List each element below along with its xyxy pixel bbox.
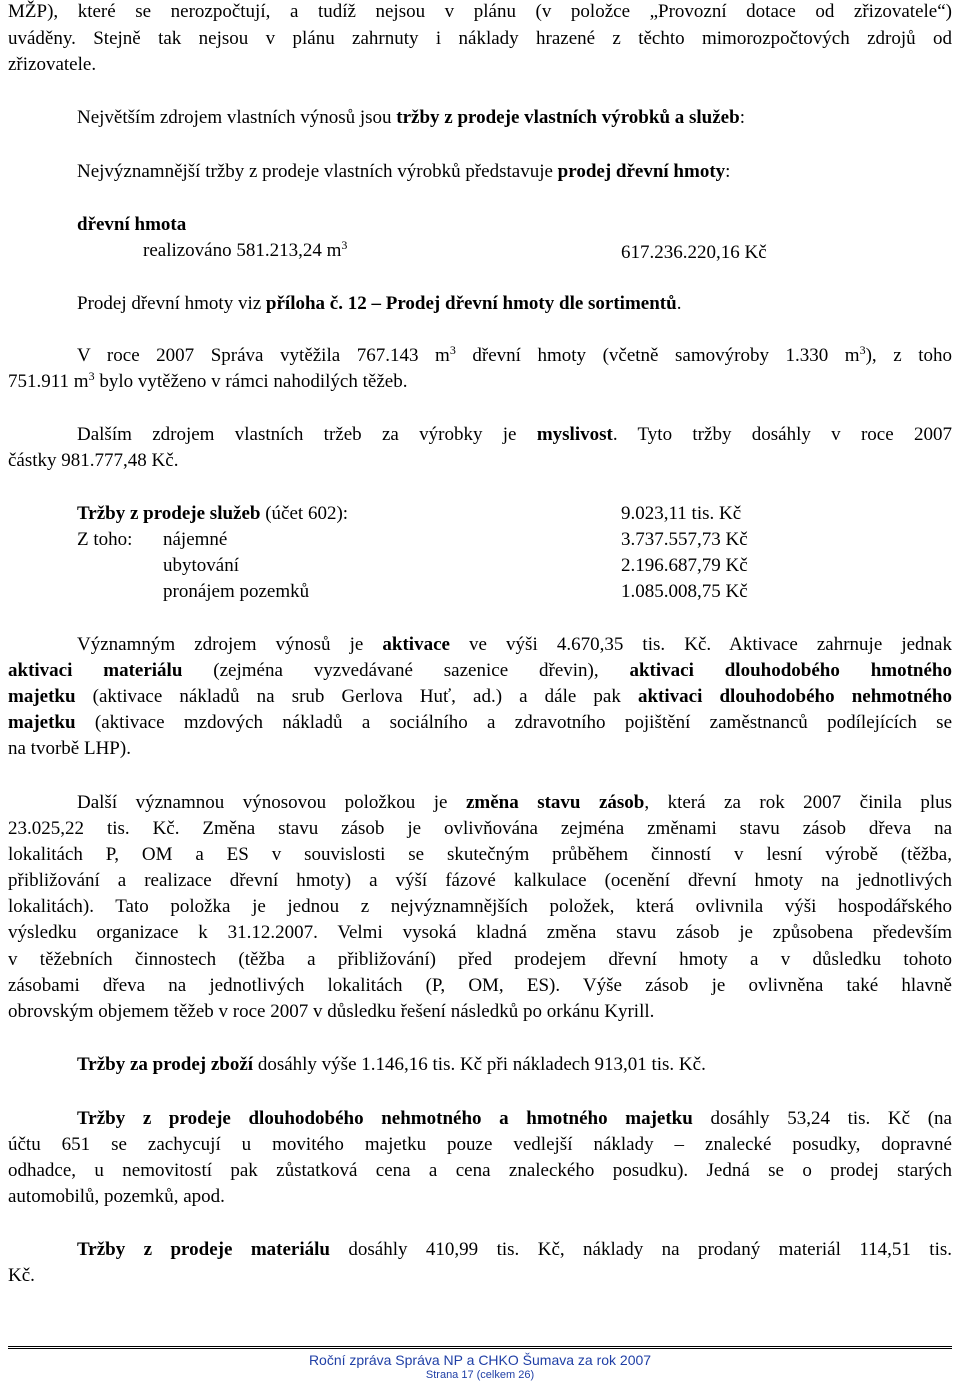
timber-amount: 617.236.220,16 Kč	[621, 242, 767, 263]
footer-title: Roční zpráva Správa NP a CHKO Šumava za rok 2007	[308, 1352, 652, 1368]
intro-line-3: zřizovatele.	[8, 54, 97, 75]
hunting-line-1: Dalším zdrojem vlastních tržeb za výrobky je myslivost. Tyto tržby dosáhly v roce 2007	[77, 424, 952, 445]
services-total: 9.023,11 tis. Kč	[621, 503, 742, 524]
footer-page-number: Strana 17 (celkem 26)	[425, 1369, 535, 1381]
material-line-1: Tržby z prodeje materiálu dosáhly 410,99 tis. Kč, náklady na prodaný materiál 114,51 tis.	[77, 1239, 952, 1260]
activation-line-5: na tvorbě LHP).	[8, 738, 131, 759]
inventory-line-6: výsledku organizace k 31.12.2007. Velmi vysoká kladná změna stavu zásob je způsobena především	[8, 922, 952, 943]
inventory-line-1: Další významnou výnosovou položkou je změna stavu zásob, která za rok 2007 činila plus	[77, 792, 952, 813]
timber-label: dřevní hmota	[77, 214, 187, 235]
services-row-label: pronájem pozemků	[163, 581, 310, 602]
intro-line-2: uváděny. Stejně tak nejsou v plánu zahrnuty i náklady hrazené z těchto mimorozpočtových zdrojů od	[8, 28, 952, 49]
services-row-value: 3.737.557,73 Kč	[621, 529, 748, 550]
assets-line-4: automobilů, pozemků, apod.	[8, 1186, 225, 1207]
timber-realized: realizováno 581.213,24 $m^3$	[143, 238, 348, 261]
intro-line-1: MŽP), které se nerozpočtují, a tudíž nejsou v plánu (v položce „Provozní dotace od zřizovatele“)	[8, 1, 952, 22]
services-heading: Tržby z prodeje služeb (účet 602):	[77, 503, 349, 524]
goods-line: Tržby za prodej zboží dosáhly výše 1.146,16 tis. Kč při nákladech 913,01 tis. Kč.	[77, 1054, 706, 1075]
inventory-line-4: přibližování a realizace dřevní hmoty) a výší fázové kalkulace (ocenění dřevní hmoty na jednotlivých	[8, 870, 952, 891]
services-row-label: ubytování	[163, 555, 239, 576]
inventory-line-7: v těžebních činnostech (těžba a přibližování) před prodejem dřevní hmoty a v důsledku tohoto	[8, 949, 952, 970]
footer-divider	[8, 1346, 952, 1349]
material-line-2: Kč.	[8, 1265, 35, 1286]
activation-line-1: Významným zdrojem výnosů je aktivace ve výši 4.670,35 tis. Kč. Aktivace zahrnuje jednak	[77, 634, 952, 655]
sales-heading: Největším zdrojem vlastních výnosů jsou tržby z prodeje vlastních výrobků a služeb:	[77, 107, 745, 128]
services-row-value: 1.085.008,75 Kč	[621, 581, 748, 602]
harvest-line-2: 751.911 $m^3$ bylo vytěženo v rámci nahodilých těžeb.	[8, 369, 408, 392]
timber-reference: Prodej dřevní hmoty viz příloha č. 12 – Prodej dřevní hmoty dle sortimentů.	[77, 293, 682, 314]
activation-line-2: aktivaci materiálu (zejména vyzvedávané sazenice dřevin), aktivaci dlouhodobého hmotného	[8, 660, 953, 681]
activation-line-4: majetku (aktivace mzdových nákladů a sociálního a zdravotního pojištění zaměstnanců podílejících se	[8, 712, 952, 733]
services-row-label: nájemné	[163, 529, 228, 550]
inventory-line-2: 23.025,22 tis. Kč. Změna stavu zásob je ovlivňována zejména změnami stavu zásob dřeva na	[8, 818, 952, 839]
services-of-which: Z toho:	[77, 529, 133, 550]
services-row-value: 2.196.687,79 Kč	[621, 555, 748, 576]
assets-line-3: odhadce, u nemovitostí pak zůstatková cena a cena znaleckého posudku). Jedná se o prodej starých	[8, 1160, 952, 1181]
inventory-line-3: lokalitách P, OM a ES v souvislosti se skutečným průběhem činností v lesní výrobě (těžba,	[8, 844, 952, 865]
activation-line-3: majetku (aktivace nákladů na srub Gerlova Huť, ad.) a dále pak aktivaci dlouhodobého nehmotného	[8, 686, 952, 707]
assets-line-2: účtu 651 se zachycují u movitého majetku pouze vedlejší náklady – znalecké posudky, dopravné	[8, 1134, 952, 1155]
inventory-line-5: lokalitách). Tato položka je jednou z nejvýznamnějších položek, která ovlivnila výši hospodářského	[8, 896, 952, 917]
harvest-line-1: V roce 2007 Správa vytěžila 767.143 $m^3$ dřevní hmoty (včetně samovýroby 1.330 $m^3$), z toho	[77, 343, 952, 366]
assets-line-1: Tržby z prodeje dlouhodobého nehmotného a hmotného majetku dosáhly 53,24 tis. Kč (na	[77, 1108, 952, 1129]
inventory-line-9: obrovským objemem těžeb v roce 2007 v důsledku řešení následků po orkánu Kyrill.	[8, 1001, 655, 1022]
inventory-line-8: zásobami dřeva na jednotlivých lokalitách (P, OM, ES). Výše zásob je ovlivněna také hlavně	[8, 975, 952, 996]
timber-heading: Nejvýznamnější tržby z prodeje vlastních výrobků představuje prodej dřevní hmoty:	[77, 161, 731, 182]
hunting-line-2: částky 981.777,48 Kč.	[8, 450, 179, 471]
